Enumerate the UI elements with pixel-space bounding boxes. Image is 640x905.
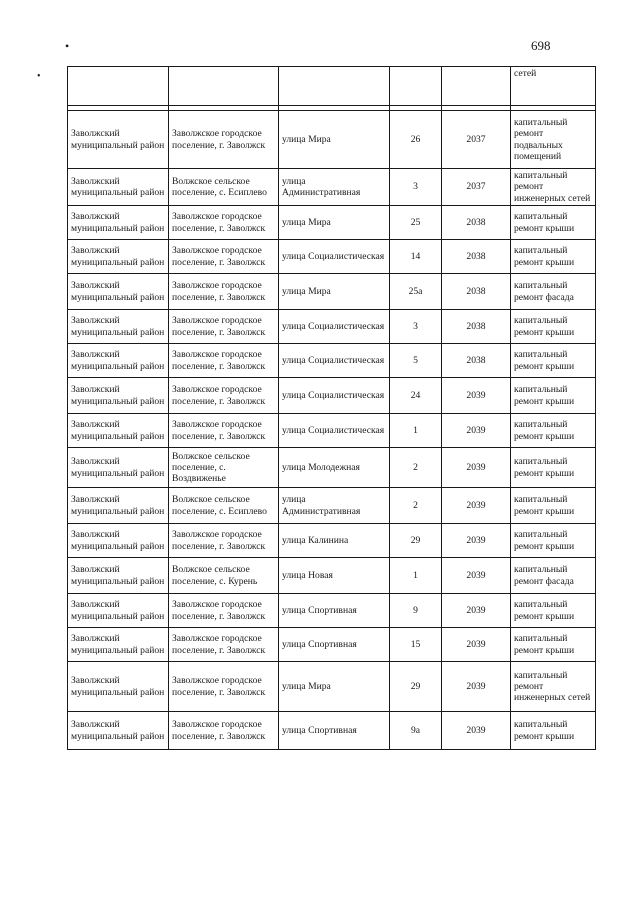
settlement-cell: Волжское сельское поселение, с. Воздвиженье [169,448,279,488]
district-cell: Заволжский муниципальный район [68,206,169,240]
settlement-cell: Волжское сельское поселение, с. Есиплево [169,169,279,206]
house-number-cell: 29 [390,662,442,712]
year-cell: 2037 [442,169,511,206]
year-cell: 2038 [442,274,511,310]
table-row [68,524,596,558]
table-row [68,111,596,169]
settlement-cell: Волжское сельское поселение, с. Курень [169,558,279,594]
settlement-cell: Заволжское городское поселение, г. Заволжск [169,628,279,662]
table-row [68,662,596,712]
table-row [68,274,596,310]
settlement-cell: Заволжское городское поселение, г. Заволжск [169,310,279,344]
work-type-cell: капитальный ремонт крыши [511,628,596,662]
table-row [68,310,596,344]
page-number: 698 [531,38,551,53]
house-number-cell: 1 [390,414,442,448]
year-cell: 2037 [442,111,511,169]
table-row [68,344,596,378]
district-cell: Заволжский муниципальный район [68,488,169,524]
repair-schedule-table [67,66,596,750]
year-cell: 2039 [442,488,511,524]
table-row [68,448,596,488]
work-type-cell: капитальный ремонт крыши [511,488,596,524]
table-row [68,594,596,628]
work-type-cell: капитальный ремонт крыши [511,310,596,344]
table-row [68,488,596,524]
district-cell: Заволжский муниципальный район [68,310,169,344]
house-number-cell: 14 [390,240,442,274]
table-cell [68,67,169,106]
house-number-cell: 2 [390,448,442,488]
district-cell: Заволжский муниципальный район [68,274,169,310]
street-cell: улица Социалистическая [279,344,390,378]
settlement-cell: Заволжское городское поселение, г. Заволжск [169,344,279,378]
district-cell: Заволжский муниципальный район [68,111,169,169]
house-number-cell: 24 [390,378,442,414]
settlement-cell: Заволжское городское поселение, г. Заволжск [169,378,279,414]
year-cell: 2039 [442,558,511,594]
house-number-cell: 1 [390,558,442,594]
table-cell [390,67,442,106]
district-cell: Заволжский муниципальный район [68,628,169,662]
street-cell: улица Социалистическая [279,240,390,274]
settlement-cell: Заволжское городское поселение, г. Заволжск [169,111,279,169]
year-cell: 2039 [442,662,511,712]
year-cell: 2039 [442,378,511,414]
settlement-cell: Волжское сельское поселение, с. Есиплево [169,488,279,524]
settlement-cell: Заволжское городское поселение, г. Заволжск [169,524,279,558]
table-row [68,414,596,448]
continuation-row [68,67,596,106]
district-cell: Заволжский муниципальный район [68,662,169,712]
work-type-cell: капитальный ремонт крыши [511,524,596,558]
year-cell: 2038 [442,310,511,344]
year-cell: 2038 [442,206,511,240]
scan-dot-mark: • [65,39,70,53]
settlement-cell: Заволжское городское поселение, г. Заволжск [169,240,279,274]
house-number-cell: 26 [390,111,442,169]
table-cell [279,67,390,106]
year-cell: 2039 [442,712,511,750]
settlement-cell: Заволжское городское поселение, г. Заволжск [169,662,279,712]
table-cell [442,67,511,106]
table-row [68,206,596,240]
work-type-cell: капитальный ремонт инженерных сетей [511,169,596,206]
district-cell: Заволжский муниципальный район [68,344,169,378]
district-cell: Заволжский муниципальный район [68,448,169,488]
table-row [68,628,596,662]
work-type-cell: капитальный ремонт крыши [511,206,596,240]
table-row [68,169,596,206]
table-row [68,712,596,750]
work-type-cell: капитальный ремонт крыши [511,712,596,750]
table-cell: сетей [511,67,596,106]
street-cell: улица Мира [279,274,390,310]
district-cell: Заволжский муниципальный район [68,594,169,628]
street-cell: улица Мира [279,206,390,240]
district-cell: Заволжский муниципальный район [68,524,169,558]
settlement-cell: Заволжское городское поселение, г. Заволжск [169,594,279,628]
district-cell: Заволжский муниципальный район [68,240,169,274]
year-cell: 2039 [442,628,511,662]
settlement-cell: Заволжское городское поселение, г. Заволжск [169,274,279,310]
district-cell: Заволжский муниципальный район [68,169,169,206]
house-number-cell: 3 [390,310,442,344]
work-type-cell: капитальный ремонт фасада [511,274,596,310]
table-row [68,558,596,594]
house-number-cell: 9а [390,712,442,750]
street-cell: улица Социалистическая [279,310,390,344]
house-number-cell: 25а [390,274,442,310]
street-cell: улица Спортивная [279,594,390,628]
street-cell: улица Спортивная [279,628,390,662]
house-number-cell: 5 [390,344,442,378]
street-cell: улица Мира [279,111,390,169]
year-cell: 2038 [442,240,511,274]
work-type-cell: капитальный ремонт подвальных помещений [511,111,596,169]
year-cell: 2039 [442,594,511,628]
street-cell: улица Административная [279,169,390,206]
table-row [68,378,596,414]
work-type-cell: капитальный ремонт инженерных сетей [511,662,596,712]
table-cell [169,67,279,106]
settlement-cell: Заволжское городское поселение, г. Заволжск [169,712,279,750]
street-cell: улица Социалистическая [279,414,390,448]
table-row [68,240,596,274]
year-cell: 2038 [442,344,511,378]
work-type-cell: капитальный ремонт крыши [511,240,596,274]
work-type-cell: капитальный ремонт крыши [511,414,596,448]
year-cell: 2039 [442,414,511,448]
year-cell: 2039 [442,524,511,558]
district-cell: Заволжский муниципальный район [68,378,169,414]
year-cell: 2039 [442,448,511,488]
district-cell: Заволжский муниципальный район [68,414,169,448]
street-cell: улица Административная [279,488,390,524]
work-type-cell: капитальный ремонт крыши [511,344,596,378]
work-type-cell: капитальный ремонт крыши [511,594,596,628]
district-cell: Заволжский муниципальный район [68,558,169,594]
house-number-cell: 2 [390,488,442,524]
house-number-cell: 9 [390,594,442,628]
street-cell: улица Новая [279,558,390,594]
work-type-cell: капитальный ремонт крыши [511,378,596,414]
house-number-cell: 29 [390,524,442,558]
house-number-cell: 3 [390,169,442,206]
street-cell: улица Социалистическая [279,378,390,414]
street-cell: улица Калинина [279,524,390,558]
settlement-cell: Заволжское городское поселение, г. Заволжск [169,414,279,448]
scan-dot-mark: • [37,71,41,82]
work-type-cell: капитальный ремонт фасада [511,558,596,594]
street-cell: улица Спортивная [279,712,390,750]
house-number-cell: 15 [390,628,442,662]
street-cell: улица Молодежная [279,448,390,488]
settlement-cell: Заволжское городское поселение, г. Заволжск [169,206,279,240]
street-cell: улица Мира [279,662,390,712]
district-cell: Заволжский муниципальный район [68,712,169,750]
house-number-cell: 25 [390,206,442,240]
work-type-cell: капитальный ремонт крыши [511,448,596,488]
